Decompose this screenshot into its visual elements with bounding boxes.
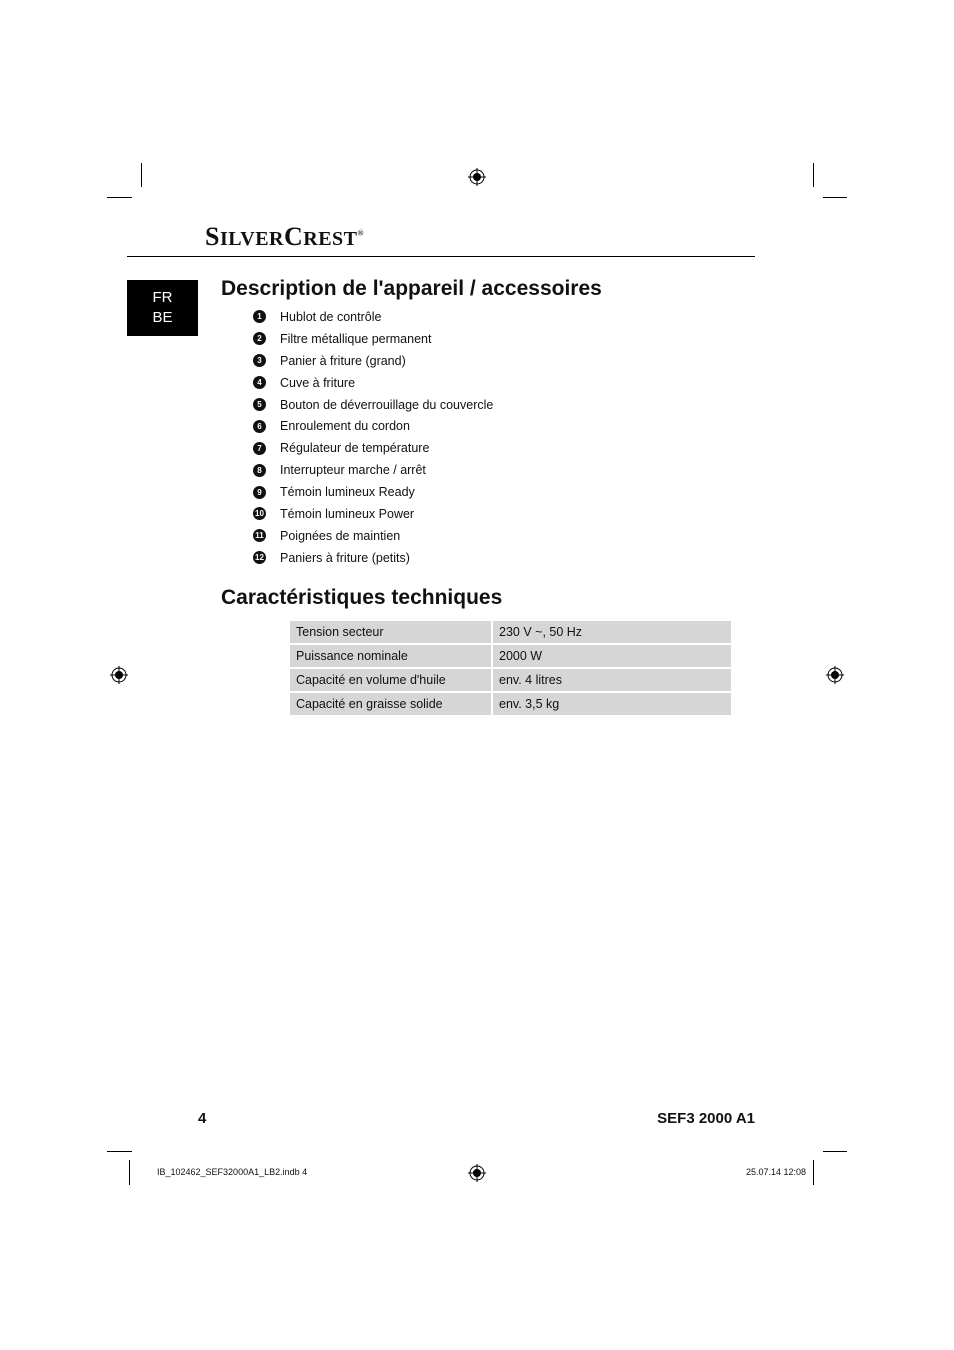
spec-value: 230 V ~, 50 Hz (493, 621, 731, 645)
item-number-icon: 6 (253, 420, 266, 433)
spec-value: env. 4 litres (493, 669, 731, 693)
crop-mark (813, 1160, 814, 1185)
list-item (253, 525, 493, 547)
item-label: Panier à friture (grand) (280, 353, 406, 368)
specs-table (290, 621, 731, 717)
item-label: Paniers à friture (petits) (280, 550, 410, 565)
crop-mark (107, 1151, 132, 1152)
item-label: Poignées de maintien (280, 528, 401, 543)
list-item (253, 306, 493, 328)
item-number-icon: 9 (253, 486, 266, 499)
item-label: Enroulement du cordon (280, 419, 410, 434)
spec-key: Puissance nominale (290, 645, 493, 669)
item-number-icon: 12 (253, 551, 266, 564)
list-item (253, 328, 493, 350)
item-label: Témoin lumineux Power (280, 506, 415, 521)
list-item (253, 547, 493, 569)
header-rule (127, 256, 755, 257)
crop-mark (129, 1160, 130, 1185)
spec-value: 2000 W (493, 645, 731, 669)
table-row (290, 621, 731, 645)
language-code: FR (152, 289, 173, 306)
table-row (290, 669, 731, 693)
brand-logo: SILVERCREST® (205, 222, 364, 251)
print-slug-date: 25.07.14 12:08 (745, 1167, 806, 1177)
list-item (253, 481, 493, 503)
registration-mark-icon (826, 666, 844, 684)
section-heading-specs: Caractéristiques techniques (221, 586, 503, 609)
item-number-icon: 11 (253, 529, 266, 542)
language-tab (127, 280, 198, 336)
table-row (290, 693, 731, 717)
list-item (253, 372, 493, 394)
item-number-icon: 8 (253, 464, 266, 477)
item-label: Hublot de contrôle (280, 309, 382, 324)
parts-list (253, 306, 493, 569)
list-item (253, 503, 493, 525)
item-number-icon: 1 (253, 310, 266, 323)
list-item (253, 437, 493, 459)
spec-value: env. 3,5 kg (493, 693, 731, 717)
item-number-icon: 3 (253, 354, 266, 367)
registration-mark-icon (468, 168, 486, 186)
spec-key: Tension secteur (290, 621, 493, 645)
crop-mark (823, 197, 847, 198)
crop-mark (823, 1151, 847, 1152)
spec-key: Capacité en graisse solide (290, 693, 493, 717)
item-label: Régulateur de température (280, 441, 430, 456)
page-number: 4 (198, 1110, 207, 1127)
item-label: Interrupteur marche / arrêt (280, 463, 426, 478)
item-number-icon: 5 (253, 398, 266, 411)
item-number-icon: 4 (253, 376, 266, 389)
registration-mark-icon (110, 666, 128, 684)
item-number-icon: 7 (253, 442, 266, 455)
table-row (290, 645, 731, 669)
registration-mark-icon (468, 1164, 486, 1182)
list-item (253, 394, 493, 416)
language-code: BE (152, 309, 173, 326)
model-number: SEF3 2000 A1 (657, 1110, 755, 1127)
section-heading-description: Description de l'appareil / accessoires (221, 277, 602, 300)
print-slug-file: IB_102462_SEF32000A1_LB2.indb 4 (157, 1167, 308, 1177)
item-label: Bouton de déverrouillage du couvercle (280, 397, 494, 412)
item-label: Témoin lumineux Ready (280, 485, 415, 500)
crop-mark (813, 163, 814, 187)
list-item (253, 459, 493, 481)
list-item (253, 350, 493, 372)
crop-mark (107, 197, 132, 198)
spec-key: Capacité en volume d'huile (290, 669, 493, 693)
crop-mark (141, 163, 142, 187)
item-label: Filtre métallique permanent (280, 331, 432, 346)
list-item (253, 415, 493, 437)
item-label: Cuve à friture (280, 375, 356, 390)
item-number-icon: 10 (253, 507, 266, 520)
item-number-icon: 2 (253, 332, 266, 345)
